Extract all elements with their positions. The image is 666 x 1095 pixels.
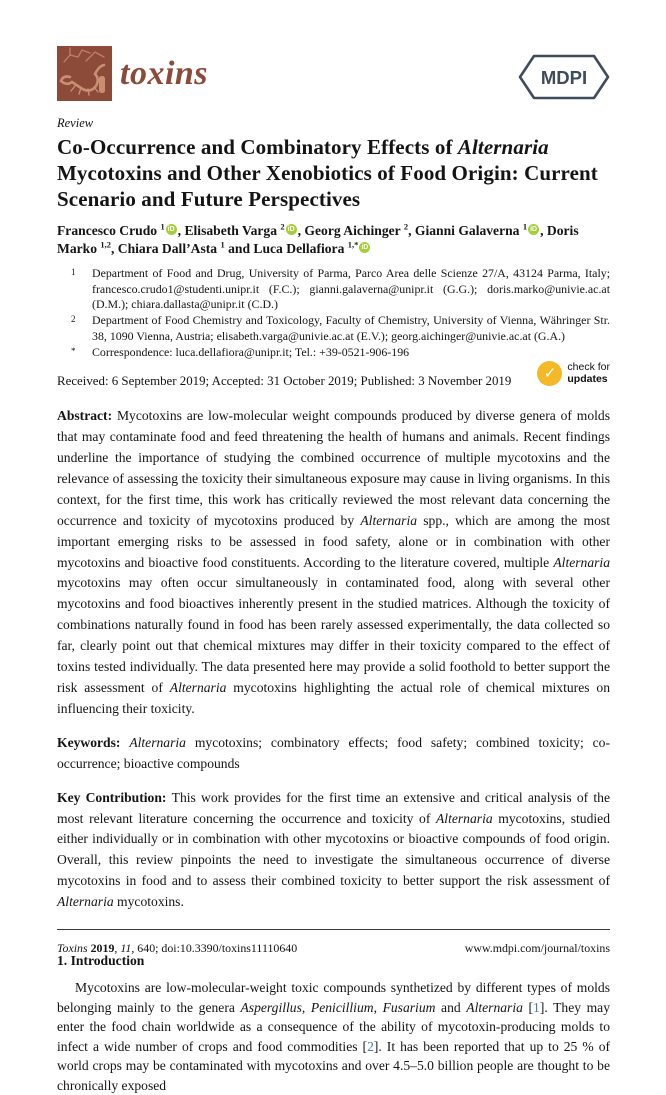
orcid-icon[interactable]: iD <box>361 243 369 251</box>
text-segment: Toxins <box>57 941 88 955</box>
text-segment: Key Contribution: <box>57 789 172 805</box>
text-segment: mycotoxins may often occur simultaneously in contaminated food, along with several other mycotoxins and food bioactives inherently present in the studied matrices. Although the toxicity of combinations naturally found in food has been rarely assessed experimentally, the data collected so far, clearly point out that chemical mixtures may differ in their toxicity compared to the effect of toxins tested individually. The data presented here may provide a solid foothold to better support the risk assessment of <box>57 575 610 695</box>
text-segment: 2 <box>403 221 409 232</box>
text-segment: ]. It has been reported that up to 25 % of world crops may be contaminated with mycotoxins and over 4.5–5.0 billion people are thought to be chronically exposed <box>57 1038 611 1093</box>
abstract-paragraph <box>57 406 610 720</box>
article-type-label: Review <box>57 116 94 130</box>
affiliation-item <box>71 313 610 344</box>
text-segment: , <box>373 999 383 1015</box>
text-segment: Mycotoxins and Other Xenobiotics of Food Origin: Current Scenario and Future Perspectives <box>57 161 598 211</box>
check-for-updates-label <box>567 362 610 385</box>
text-segment: mycotoxins. <box>113 894 184 910</box>
text-segment: and Luca Dellafiora <box>224 240 348 256</box>
section-heading-introduction: 1. Introduction <box>57 953 145 969</box>
citation-link[interactable]: 2 <box>367 1038 374 1054</box>
text-segment: Penicillium <box>310 999 374 1015</box>
header <box>57 46 610 101</box>
text-segment: Alternaria <box>169 680 227 695</box>
text-segment: 1 <box>522 221 528 232</box>
keywords-paragraph <box>57 733 610 775</box>
intro-paragraph <box>57 978 610 1095</box>
footer-journal-url[interactable]: www.mdpi.com/journal/toxins <box>464 941 610 955</box>
text-segment: Co-Occurrence and Combinatory Effects of <box>57 135 458 159</box>
text-segment: Alternaria <box>129 734 186 750</box>
text-segment: This work provides for the first time an extensive and critical analysis of the most relevant literature concerning the occurrence and toxicity of <box>57 789 610 826</box>
text-segment: spp., which are among the most important emerging risks to be assessed in food safety, alone or in combination with other mycotoxins and bioactive food constituents. According to the literature covered, multiple <box>57 512 610 570</box>
text-segment: , Elisabeth Varga <box>177 223 281 238</box>
text-segment: Abstract: <box>57 408 117 424</box>
toxins-logo[interactable] <box>57 46 208 101</box>
text-segment: 1 <box>160 221 165 232</box>
text-segment: and <box>435 999 467 1015</box>
check-for-updates-badge[interactable] <box>537 361 610 386</box>
text-segment: mycotoxins; combinatory effects; food safety; combined toxicity; co-occurrence; bioactive compounds <box>57 734 611 771</box>
key-contribution-paragraph <box>57 788 610 913</box>
text-segment: ]. They may enter the food chain worldwide as a consequence of the ability of mycotoxin-producing molds to infect a wide number of crops and food commodities [ <box>57 999 611 1054</box>
text-segment: Fusarium <box>382 999 436 1015</box>
affiliation-marker: 1 <box>71 267 76 277</box>
text-segment: 2 <box>280 221 285 232</box>
text-segment: , Georg Aichinger <box>297 223 404 238</box>
text-segment: Mycotoxins are low-molecular-weight toxic compounds synthetized by different types of molds belonging mainly to the genera <box>57 980 610 1015</box>
correspondence-text: Correspondence: luca.dellafiora@unipr.it; Tel.: +39-0521-906-196 <box>92 344 410 359</box>
text-segment: , Gianni Galaverna <box>408 223 523 238</box>
text-segment: Alternaria <box>57 894 114 910</box>
journal-name: toxins <box>120 55 209 92</box>
dates-line-row <box>57 361 610 389</box>
affiliation-marker: 2 <box>71 314 76 325</box>
checkmark-icon: ✓ <box>537 361 562 386</box>
affiliation-item correspondence <box>71 345 610 361</box>
text-segment: , Doris Marko <box>57 223 579 256</box>
text-segment: 11 <box>120 941 132 955</box>
text-segment: Alternaria <box>553 554 610 570</box>
text-segment: mycotoxins highlighting the actual role of chemical mixtures on influencing their toxicity. <box>57 680 610 716</box>
text-segment: , <box>301 999 311 1015</box>
text-segment: Alternaria <box>466 999 523 1015</box>
text-segment: 1 <box>220 238 225 249</box>
orcid-icon[interactable]: iD <box>530 226 538 233</box>
text-segment: , <box>114 941 121 955</box>
text-segment: 1,2 <box>100 238 111 249</box>
text-segment: , Chiara Dall’Asta <box>110 240 221 256</box>
affiliation-text: Department of Food and Drug, University of Parma, Parco Area delle Scienze 27/A, 43124 Parma, Italy; francesco.crudo1@studenti.unipr.it (F.C.); gianni.galaverna@unipr.it (G.G.); doris.marko@univie.ac.at (D.M.); chiara.dallasta@unipr.it (C.D.) <box>92 266 610 312</box>
affiliation-text: Department of Food Chemistry and Toxicology, Faculty of Chemistry, University of Vienna, Währinger Str. 38, 1090 Vienna, Austria; elisabeth.varga@univie.ac.at (E.V.); georg.aichinger@univie.ac.at (G.A.) <box>92 313 610 343</box>
dates-line: Received: 6 September 2019; Accepted: 31 October 2019; Published: 3 November 2019 <box>57 374 512 389</box>
badge-line1: check for <box>567 361 610 374</box>
citation-link[interactable]: 1 <box>533 999 540 1015</box>
footer-citation <box>57 941 297 956</box>
text-segment: Alternaria <box>457 135 549 159</box>
text-segment: Keywords: <box>57 734 130 750</box>
text-segment: Aspergillus <box>240 999 302 1015</box>
mdpi-logo-text: MDPI <box>540 67 588 88</box>
text-segment: 1,* <box>347 238 359 249</box>
authors-line <box>57 222 610 257</box>
text-segment: Alternaria <box>360 512 418 528</box>
affiliations-list <box>57 266 610 360</box>
text-segment: 2019 <box>90 941 115 955</box>
page-footer <box>57 941 610 956</box>
toxins-logo-icon <box>57 46 112 101</box>
article-title <box>57 134 610 212</box>
text-segment: Francesco Crudo <box>57 223 161 238</box>
orcid-icon[interactable]: iD <box>287 226 295 233</box>
section-divider <box>57 929 610 930</box>
orcid-icon[interactable]: iD <box>167 226 175 233</box>
mdpi-logo[interactable] <box>518 54 610 100</box>
affiliation-marker: * <box>71 345 76 356</box>
affiliation-item <box>71 266 610 313</box>
text-segment: [ <box>522 999 534 1015</box>
text-segment: , 640; doi:10.3390/toxins11110640 <box>131 941 298 955</box>
badge-line2: updates <box>567 372 608 385</box>
text-segment: mycotoxins, studied either individually or in combination with other mycotoxins or bioactive compounds of food origin. Overall, this review pinpoints the need to investigate the simultaneous occurrence of diverse mycotoxins in food and to assess their combined toxicity to better support the risk assessment of <box>57 810 610 889</box>
text-segment: Mycotoxins are low-molecular weight compounds produced by diverse genera of molds that may contaminate food and feed threatening the health of humans and animals. Recent findings underline the importance of studying the combined occurrence of multiple mycotoxins and the relevance of assessing the toxicity their simultaneous exposure may cause in living organisms. In this context, for the first time, this work has critically reviewed the most relevant data concerning the occurrence and toxicity of mycotoxins produced by <box>57 408 610 528</box>
text-segment: Alternaria <box>436 810 493 826</box>
